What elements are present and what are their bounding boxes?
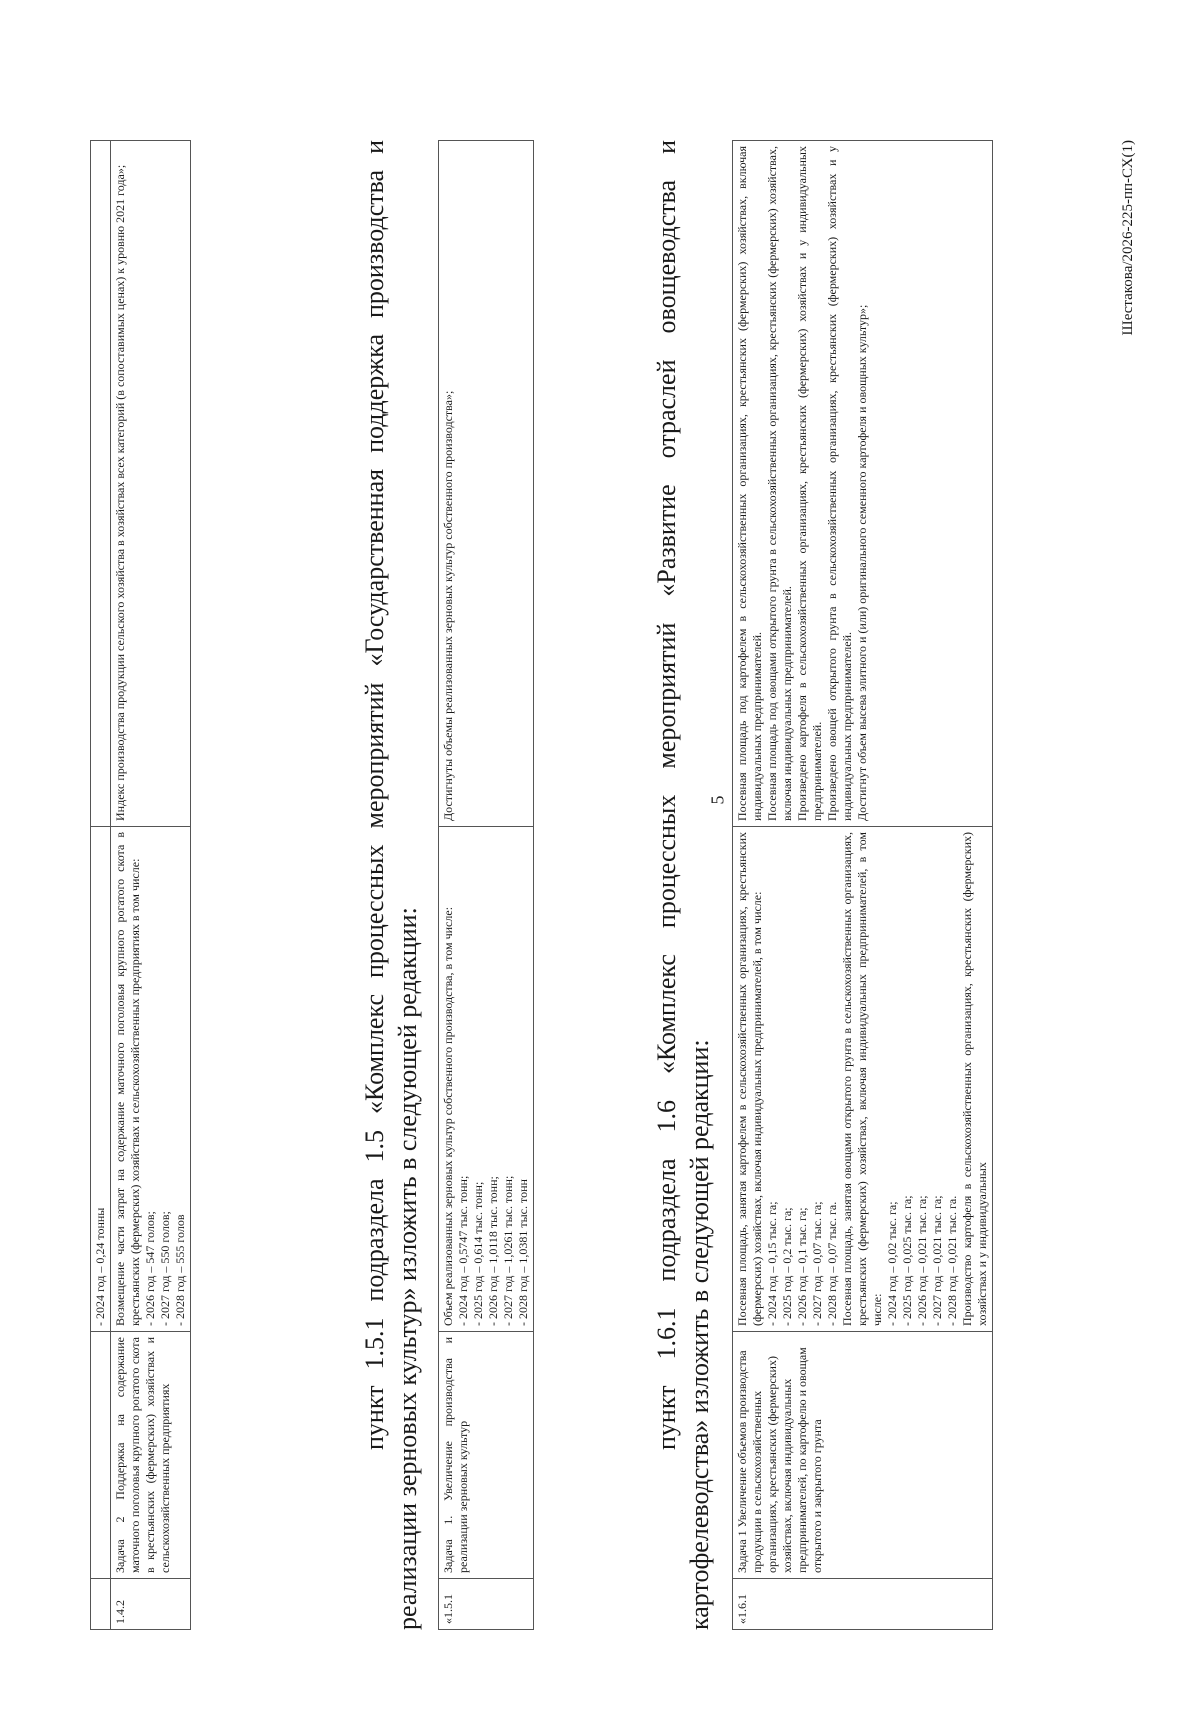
measure-text: Посевная площадь, занятая овощами открытого грунта в сельскохозяйственных организациях, крестьянских (фермерских) хозяйствах, включая индивидуальных предпринимателей, в том числе: — [840, 832, 884, 1326]
table-row — [91, 141, 111, 1630]
result-cell: Индекс производства продукции сельского хозяйства в хозяйствах всех категорий (в сопоставимых ценах) к уровню 2021 года»; — [111, 141, 191, 827]
row-number: «1.5.1 — [439, 1579, 534, 1630]
measure-line: - 2026 год – 1,0118 тыс. тонн; — [486, 1176, 500, 1326]
heading-line: пункт 1.6.1 подраздела 1.6 «Комплекс процессных мероприятий «Развитие отраслей овощеводства и — [652, 140, 681, 1450]
result-cell — [91, 141, 111, 827]
measure-line: - 2028 год – 0,07 тыс. га. — [825, 1201, 839, 1326]
measure-line: - 2025 год – 0,025 тыс. га; — [900, 1195, 914, 1326]
result-text: Достигнут объем высева элитного и (или) оригинального семенного картофеля и овощных культур»; — [855, 304, 869, 821]
measure-cell — [733, 827, 993, 1332]
measure-line: - 2026 год – 0,1 тыс. га; — [795, 1207, 809, 1326]
table-subsection-1-5 — [438, 140, 534, 1630]
row-number: «1.6.1 — [733, 1579, 993, 1630]
result-cell: Достигнуты объемы реализованных зерновых культур собственного производства»; — [439, 141, 534, 827]
task-cell: Задача 1 Увеличение объемов производства продукции в сельскохозяйственных организациях, крестьянских (фермерских) хозяйствах, включая индивидуальных предпринимателей, по картофелю и овощам открытого и закрытого грунта — [733, 1332, 993, 1579]
measure-text: Посевная площадь, занятая картофелем в сельскохозяйственных организациях, крестьянских (фермерских) хозяйствах, включая индивидуальных предпринимателей, в том числе: — [735, 832, 764, 1326]
section-heading-1-5-1 — [358, 140, 424, 1630]
measure-cell: - 2024 год – 0,24 тонны — [91, 827, 111, 1332]
measure-line: - 2027 год – 0,07 тыс. га; — [810, 1201, 824, 1326]
result-text: Посевная площадь под картофелем в сельскохозяйственных организациях, крестьянских (фермерских) хозяйствах, включая индивидуальных предпринимателей. — [735, 146, 764, 821]
table-row — [733, 141, 993, 1630]
table-row — [111, 141, 191, 1630]
measure-line: - 2024 год – 0,02 тыс. га; — [885, 1201, 899, 1326]
section-heading-1-6-1 — [650, 140, 716, 1630]
result-text: Произведено овощей открытого грунта в сельскохозяйственных организациях, крестьянских (фермерских) хозяйствах и у индивидуальных предпринимателей. — [825, 146, 854, 821]
document-footer-code: Шестакова/2026-225-пп-СХ(1) — [1120, 140, 1136, 336]
row-number — [91, 1579, 111, 1630]
task-cell: Задача 2 Поддержка на содержание маточного поголовья крупного рогатого скота в крестьянских (фермерских) хозяйствах и сельскохозяйственных предприятиях — [111, 1332, 191, 1579]
table-subsection-1-4 — [90, 140, 191, 1630]
measure-line: - 2024 год – 0,5747 тыс. тонн; — [456, 1175, 470, 1326]
heading-line: реализации зерновых культур» изложить в следующей редакции: — [393, 907, 422, 1630]
measure-line: - 2028 год – 1,0381 тыс. тонн — [516, 1179, 530, 1326]
measure-line: - 2026 год – 0,021 тыс. га; — [915, 1195, 929, 1326]
measure-cell — [111, 827, 191, 1332]
measure-line: - 2024 год – 0,15 тыс. га; — [765, 1201, 779, 1326]
task-cell: Задача 1. Увеличение производства и реализации зерновых культур — [439, 1332, 534, 1579]
page-number: 5 — [707, 795, 728, 805]
rotated-document-page — [90, 140, 1140, 1630]
measure-line: - 2025 год – 0,2 тыс. га; — [780, 1207, 794, 1326]
heading-line: пункт 1.5.1 подраздела 1.5 «Комплекс процессных мероприятий «Государственная поддержка производства и — [360, 140, 389, 1450]
result-text: Произведено картофеля в сельскохозяйственных организациях, крестьянских (фермерских) хозяйствах и у индивидуальных предпринимателей. — [795, 146, 824, 821]
measure-text: Производство картофеля в сельскохозяйственных организациях, крестьянских (фермерских) хозяйствах и у индивидуальных — [960, 832, 989, 1326]
table-row — [439, 141, 534, 1630]
measure-line: - 2025 год – 0,614 тыс. тонн; — [471, 1181, 485, 1326]
measure-text: Возмещение части затрат на содержание маточного поголовья крупного рогатого скота в крестьянских (фермерских) хозяйствах и сельскохозяйственных предприятиях в том числе: — [113, 832, 142, 1326]
measure-line: - 2028 год – 555 голов — [173, 1214, 187, 1326]
row-number: 1.4.2 — [111, 1579, 191, 1630]
measure-line: - 2027 год – 1,0261 тыс. тонн; — [501, 1175, 515, 1326]
measure-cell — [439, 827, 534, 1332]
table-subsection-1-6 — [732, 140, 993, 1630]
measure-line: - 2027 год – 0,021 тыс. га; — [930, 1195, 944, 1326]
heading-line: картофелеводства» изложить в следующей редакции: — [685, 1039, 714, 1630]
task-cell — [91, 1332, 111, 1579]
result-text: Посевная площадь под овощами открытого грунта в сельскохозяйственных организациях, крестьянских (фермерских) хозяйствах, включая индивидуальных предпринимателей. — [765, 146, 794, 821]
measure-line: - 2028 год – 0,021 тыс. га. — [945, 1195, 959, 1326]
measure-line: - 2026 год – 547 голов; — [143, 1211, 157, 1326]
measure-line: - 2027 год – 550 голов; — [158, 1211, 172, 1326]
measure-text: Объем реализованных зерновых культур собственного производства, в том числе: — [441, 906, 455, 1326]
result-cell — [733, 141, 993, 827]
